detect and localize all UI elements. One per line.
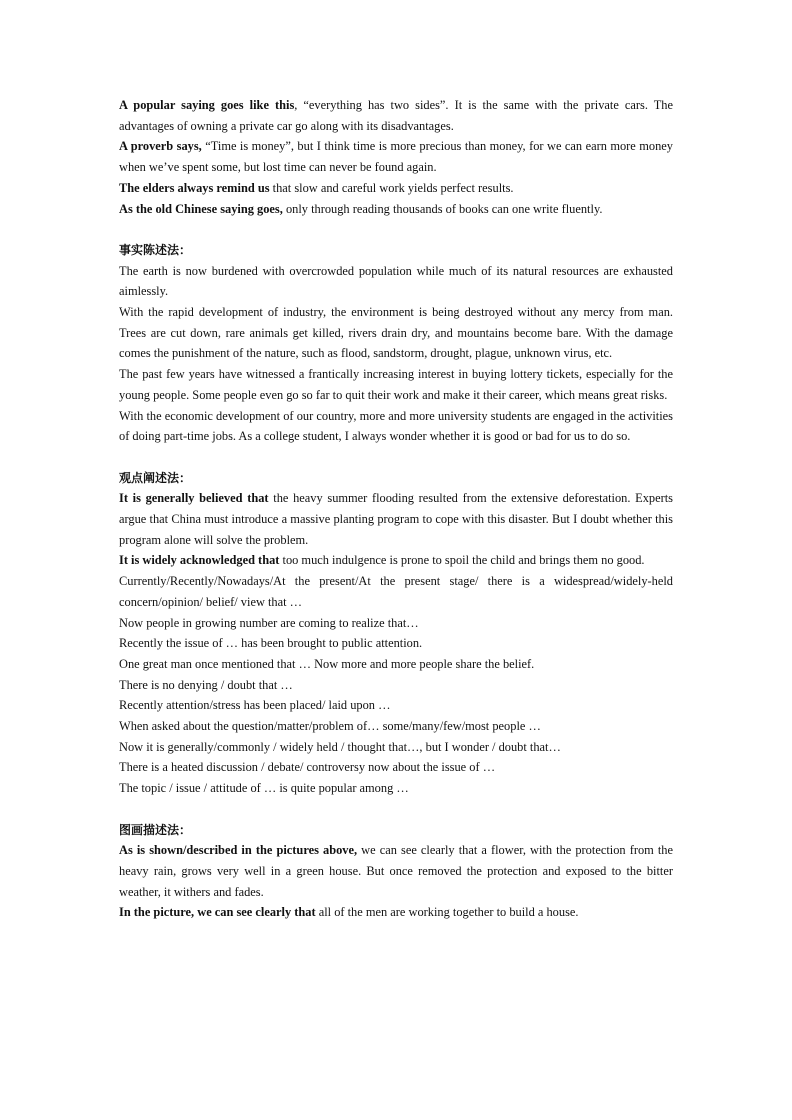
pictures-section	[119, 820, 673, 924]
facts-heading: 事实陈述法：	[119, 242, 192, 257]
pictures-1-bold: As is shown/described in the pictures above,	[119, 843, 358, 858]
opinions-1-bold: It is generally believed that	[119, 491, 269, 506]
spacer	[119, 799, 673, 820]
pictures-1-text: we can see clearly that a flower, with the protection from the heavy rain, grows very well in a green house. But once removed the protection and exposed to the bitter weather, it withers and fades.	[119, 843, 674, 899]
intro-paragraph-4	[119, 199, 673, 220]
opinions-line-10: The topic / issue / attitude of … is quite popular among …	[119, 781, 409, 796]
intro-paragraph-3	[119, 178, 673, 199]
intro-paragraph-1	[119, 95, 673, 136]
opinions-paragraph-1	[119, 488, 673, 550]
opinions-line-3: Recently the issue of … has been brought to public attention.	[119, 636, 423, 651]
opinions-paragraph-2	[119, 550, 673, 571]
intro-3-text: that slow and careful work yields perfect results.	[269, 180, 514, 195]
facts-paragraph-1: The earth is now burdened with overcrowded population while much of its natural resources are exhausted aimlessly.	[119, 263, 673, 299]
opinions-line-4: One great man once mentioned that … Now more and more people share the belief.	[119, 656, 535, 671]
facts-paragraph-2: With the rapid development of industry, the environment is being destroyed without any mercy from man. Trees are cut down, rare animals get killed, rivers drain dry, and mountains become bare. With the damage comes the punishment of the nature, such as flood, sandstorm, drought, plague, unknown virus, etc.	[119, 305, 673, 361]
opinions-line-6: Recently attention/stress has been placed/ laid upon …	[119, 698, 391, 713]
pictures-paragraph-1	[119, 840, 673, 902]
pictures-heading: 图画描述法：	[119, 822, 192, 837]
opinions-2-bold: It is widely acknowledged that	[119, 553, 280, 568]
intro-4-text: only through reading thousands of books can one write fluently.	[282, 201, 603, 216]
facts-paragraph-4: With the economic development of our country, more and more university students are engaged in the activities of doing part-time jobs. As a college student, I always wonder whether it is good or bad for us to do so.	[119, 408, 673, 444]
intro-section	[119, 95, 673, 219]
intro-3-bold: The elders always remind us	[119, 180, 270, 195]
opinions-section	[119, 468, 673, 799]
intro-4-bold: As the old Chinese saying goes,	[119, 201, 283, 216]
facts-section	[119, 240, 673, 447]
pictures-2-bold: In the picture, we can see clearly that	[119, 905, 316, 920]
facts-paragraph-3: The past few years have witnessed a frantically increasing interest in buying lottery tickets, especially for the young people. Some people even go so far to quit their work and make it their career, which means great risks.	[119, 367, 673, 402]
opinions-2-text: too much indulgence is prone to spoil the child and brings them no good.	[279, 553, 645, 568]
pictures-2-text: all of the men are working together to build a house.	[315, 905, 579, 920]
spacer	[119, 447, 673, 468]
opinions-1-text: the heavy summer flooding resulted from the extensive deforestation. Experts argue that China must introduce a massive planting program to cope with this disaster. But I doubt whether this program alone will solve the problem.	[119, 491, 673, 547]
intro-paragraph-2	[119, 136, 673, 177]
intro-2-bold: A proverb says,	[119, 139, 202, 154]
document-page	[119, 95, 673, 923]
pictures-paragraph-2	[119, 902, 673, 923]
opinions-line-7: When asked about the question/matter/problem of… some/many/few/most people …	[119, 719, 541, 734]
opinions-heading: 观点阐述法：	[119, 470, 192, 485]
intro-2-text: “Time is money”, but I think time is more precious than money, for we can earn more money when we’ve spent some, but lost time can never be found again.	[119, 139, 673, 175]
intro-1-bold: A popular saying goes like this	[119, 98, 295, 112]
spacer	[119, 219, 673, 240]
opinions-line-2: Now people in growing number are coming to realize that…	[119, 615, 419, 630]
opinions-line-1: Currently/Recently/Nowadays/At the present/At the present stage/ there is a widespread/widely-held concern/opinion/ belief/ view that …	[119, 574, 673, 609]
intro-1-text: , “everything has two sides”. It is the same with the private cars. The advantages of owning a private car go along with its disadvantages.	[119, 98, 673, 133]
opinions-line-8: Now it is generally/commonly / widely held / thought that…, but I wonder / doubt that…	[119, 739, 561, 754]
opinions-line-5: There is no denying / doubt that …	[119, 677, 293, 692]
opinions-line-9: There is a heated discussion / debate/ controversy now about the issue of …	[119, 760, 496, 775]
